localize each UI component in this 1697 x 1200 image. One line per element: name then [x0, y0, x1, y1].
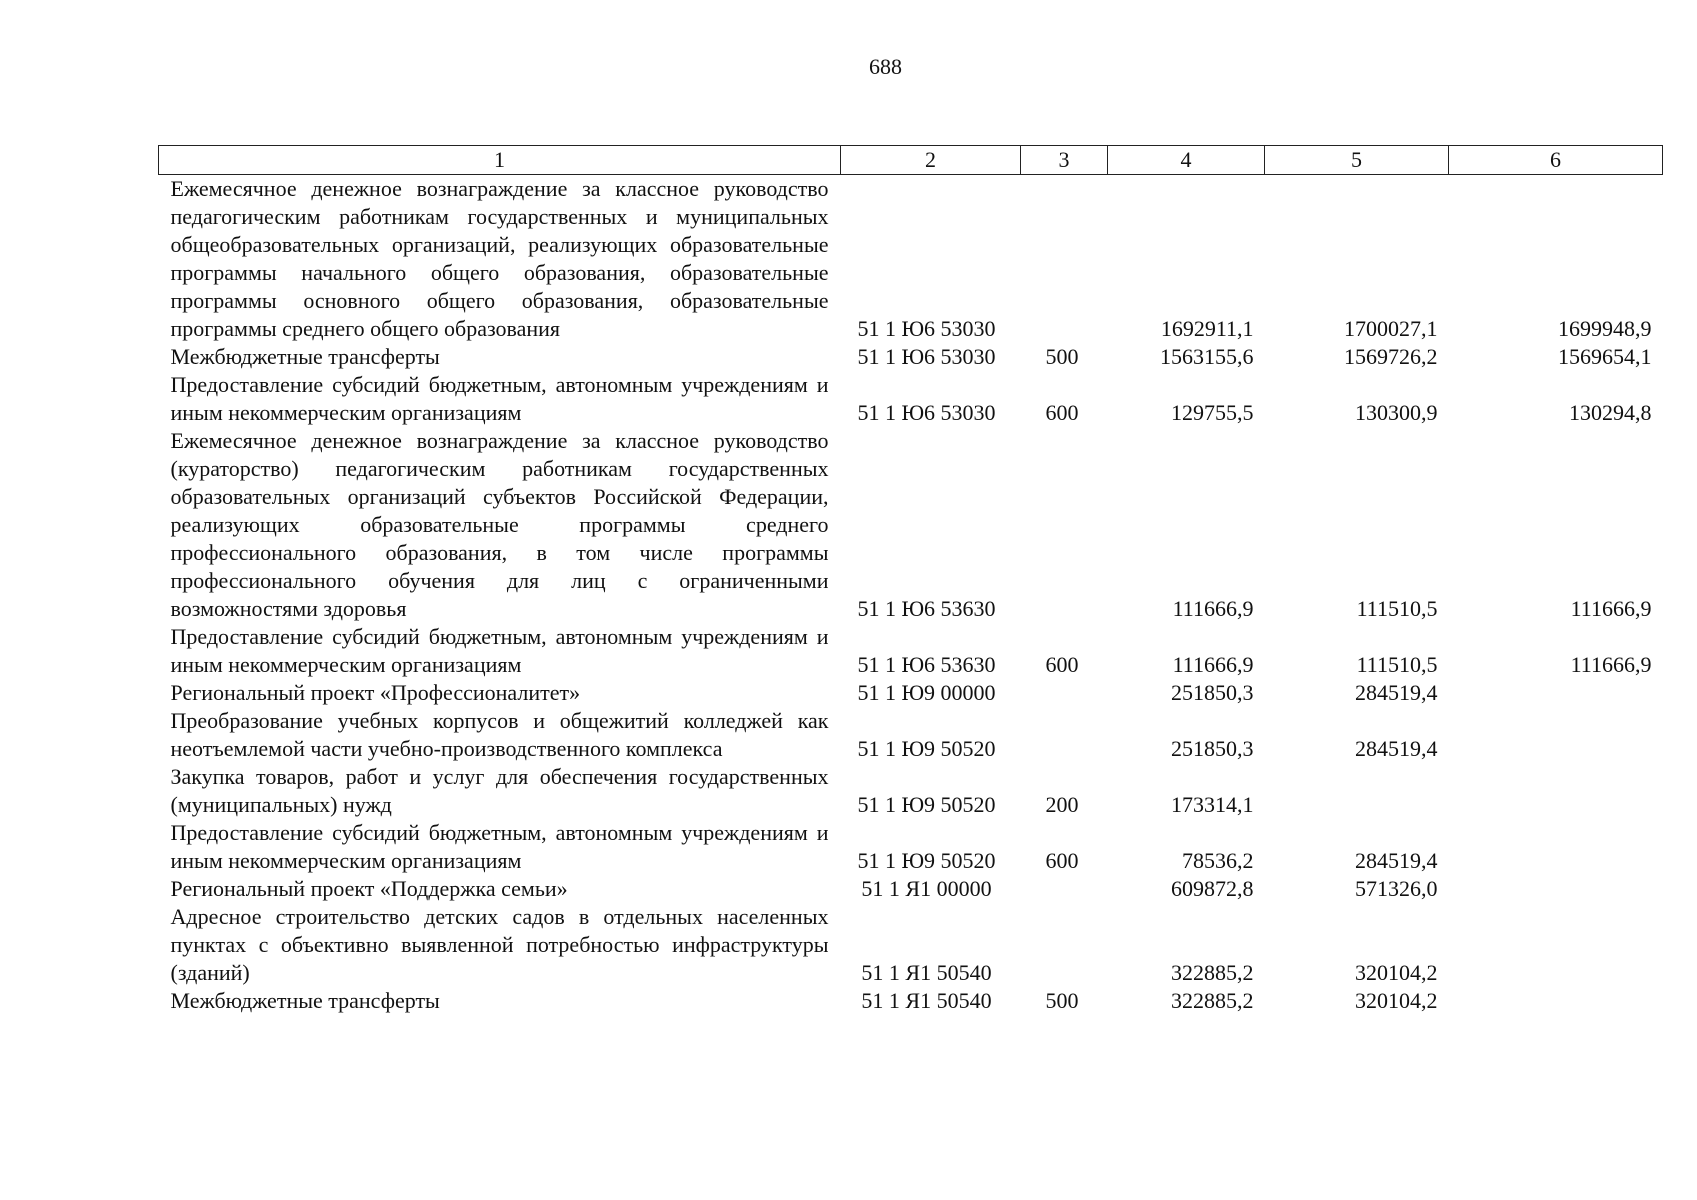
row-value-5: 284519,4: [1355, 848, 1438, 873]
table-row: [159, 175, 1663, 344]
row-expense-type: 600: [1045, 400, 1079, 425]
row-value-6: [1449, 707, 1663, 763]
row-value-4: 251850,3: [1171, 680, 1254, 705]
row-value-5: 1700027,1: [1344, 316, 1438, 341]
row-value-6: 1569654,1: [1558, 344, 1652, 369]
row-value-6: [1449, 875, 1663, 903]
row-expense-type: 600: [1045, 652, 1079, 677]
row-code: 51 1 Я1 50540: [861, 960, 992, 985]
row-value-5: 284519,4: [1355, 680, 1438, 705]
row-expense-type: [1021, 175, 1108, 344]
header-col-2: 2: [841, 146, 1021, 175]
header-row: [159, 146, 1663, 175]
row-code: 51 1 Ю9 00000: [857, 680, 996, 705]
table-row: [159, 623, 1663, 679]
row-value-6: [1449, 819, 1663, 875]
row-code: 51 1 Ю9 50520: [857, 792, 996, 817]
row-value-5: 284519,4: [1355, 736, 1438, 761]
header-col-4: 4: [1108, 146, 1265, 175]
row-name: Ежемесячное денежное вознаграждение за классное руководство (кураторство) педагогическим работникам государственных образовательных организаций субъектов Российской Федерации, реализующих образовательные программы среднего профессионального образования, в том числе программы профессионального обучения для лиц с ограниченными возможностями здоровья: [170, 428, 829, 621]
row-code: 51 1 Ю6 53630: [857, 596, 996, 621]
row-name: Адресное строительство детских садов в отдельных населенных пунктах с объективно выявленной потребностью инфраструктуры (зданий): [170, 904, 829, 985]
row-expense-type: 200: [1045, 792, 1079, 817]
row-code: 51 1 Ю6 53630: [857, 652, 996, 677]
table-row: [159, 371, 1663, 427]
row-value-5: 320104,2: [1355, 960, 1438, 985]
row-value-4: 322885,2: [1171, 960, 1254, 985]
row-value-4: 111666,9: [1172, 652, 1254, 677]
table-row: [159, 987, 1663, 1015]
row-name: Межбюджетные трансферты: [170, 988, 440, 1013]
table-row: [159, 875, 1663, 903]
row-value-6: 111666,9: [1570, 652, 1652, 677]
row-value-6: 111666,9: [1570, 596, 1652, 621]
row-code: 51 1 Ю6 53030: [857, 400, 996, 425]
row-expense-type: 500: [1045, 988, 1079, 1013]
row-value-4: 129755,5: [1171, 400, 1254, 425]
row-value-5: 571326,0: [1355, 876, 1438, 901]
row-name: Предоставление субсидий бюджетным, автономным учреждениям и иным некоммерческим организациям: [170, 820, 829, 873]
row-expense-type: 600: [1045, 848, 1079, 873]
row-value-4: 111666,9: [1172, 596, 1254, 621]
row-value-6: [1449, 763, 1663, 819]
row-code: 51 1 Ю6 53030: [857, 316, 996, 341]
row-code: 51 1 Ю9 50520: [857, 848, 996, 873]
table-row: [159, 707, 1663, 763]
row-name: Предоставление субсидий бюджетным, автономным учреждениям и иным некоммерческим организациям: [170, 624, 829, 677]
table-row: [159, 903, 1663, 987]
row-value-5: 111510,5: [1356, 596, 1438, 621]
row-value-6: [1449, 903, 1663, 987]
row-code: 51 1 Ю9 50520: [857, 736, 996, 761]
row-value-6: 1699948,9: [1558, 316, 1652, 341]
row-value-4: 609872,8: [1171, 876, 1254, 901]
header-col-6: 6: [1449, 146, 1663, 175]
row-expense-type: [1021, 707, 1108, 763]
header-col-5: 5: [1265, 146, 1449, 175]
row-name: Ежемесячное денежное вознаграждение за классное руководство педагогическим работникам государственных и муниципальных общеобразовательных организаций, реализующих образовательные программы начального общего образования, образовательные программы основного общего образования, образовательные программы среднего общего образования: [170, 176, 829, 341]
table-body: [159, 175, 1663, 1016]
table-row: [159, 819, 1663, 875]
row-value-6: 130294,8: [1569, 400, 1652, 425]
row-value-4: 78536,2: [1182, 848, 1254, 873]
budget-table: [158, 145, 1663, 1015]
row-name: Преобразование учебных корпусов и общежитий колледжей как неотъемлемой части учебно-производственного комплекса: [170, 708, 829, 761]
row-code: 51 1 Я1 50540: [861, 988, 992, 1013]
row-value-4: 251850,3: [1171, 736, 1254, 761]
row-expense-type: [1021, 903, 1108, 987]
table-row: [159, 343, 1663, 371]
row-expense-type: 500: [1045, 344, 1079, 369]
header-col-3: 3: [1021, 146, 1108, 175]
row-name: Региональный проект «Поддержка семьи»: [170, 876, 568, 901]
row-name: Предоставление субсидий бюджетным, автономным учреждениям и иным некоммерческим организациям: [170, 372, 829, 425]
row-value-4: 1563155,6: [1160, 344, 1254, 369]
header-col-1: 1: [159, 146, 841, 175]
row-name: Межбюджетные трансферты: [170, 344, 440, 369]
row-value-4: 322885,2: [1171, 988, 1254, 1013]
page-number: 688: [869, 54, 902, 79]
row-value-6: [1449, 987, 1663, 1015]
row-value-5: 130300,9: [1355, 400, 1438, 425]
row-expense-type: [1021, 679, 1108, 707]
row-expense-type: [1021, 427, 1108, 623]
table-row: [159, 427, 1663, 623]
row-name: Закупка товаров, работ и услуг для обеспечения государственных (муниципальных) нужд: [170, 764, 829, 817]
row-value-5: 320104,2: [1355, 988, 1438, 1013]
row-name: Региональный проект «Профессионалитет»: [170, 680, 581, 705]
row-code: 51 1 Я1 00000: [861, 876, 992, 901]
row-value-4: 173314,1: [1171, 792, 1254, 817]
row-value-6: [1449, 679, 1663, 707]
row-expense-type: [1021, 875, 1108, 903]
table-row: [159, 679, 1663, 707]
row-value-5: [1265, 763, 1449, 819]
row-value-4: 1692911,1: [1160, 316, 1254, 341]
row-code: 51 1 Ю6 53030: [857, 344, 996, 369]
table-header: [159, 146, 1663, 175]
row-value-5: 111510,5: [1356, 652, 1438, 677]
table-row: [159, 763, 1663, 819]
row-value-5: 1569726,2: [1344, 344, 1438, 369]
